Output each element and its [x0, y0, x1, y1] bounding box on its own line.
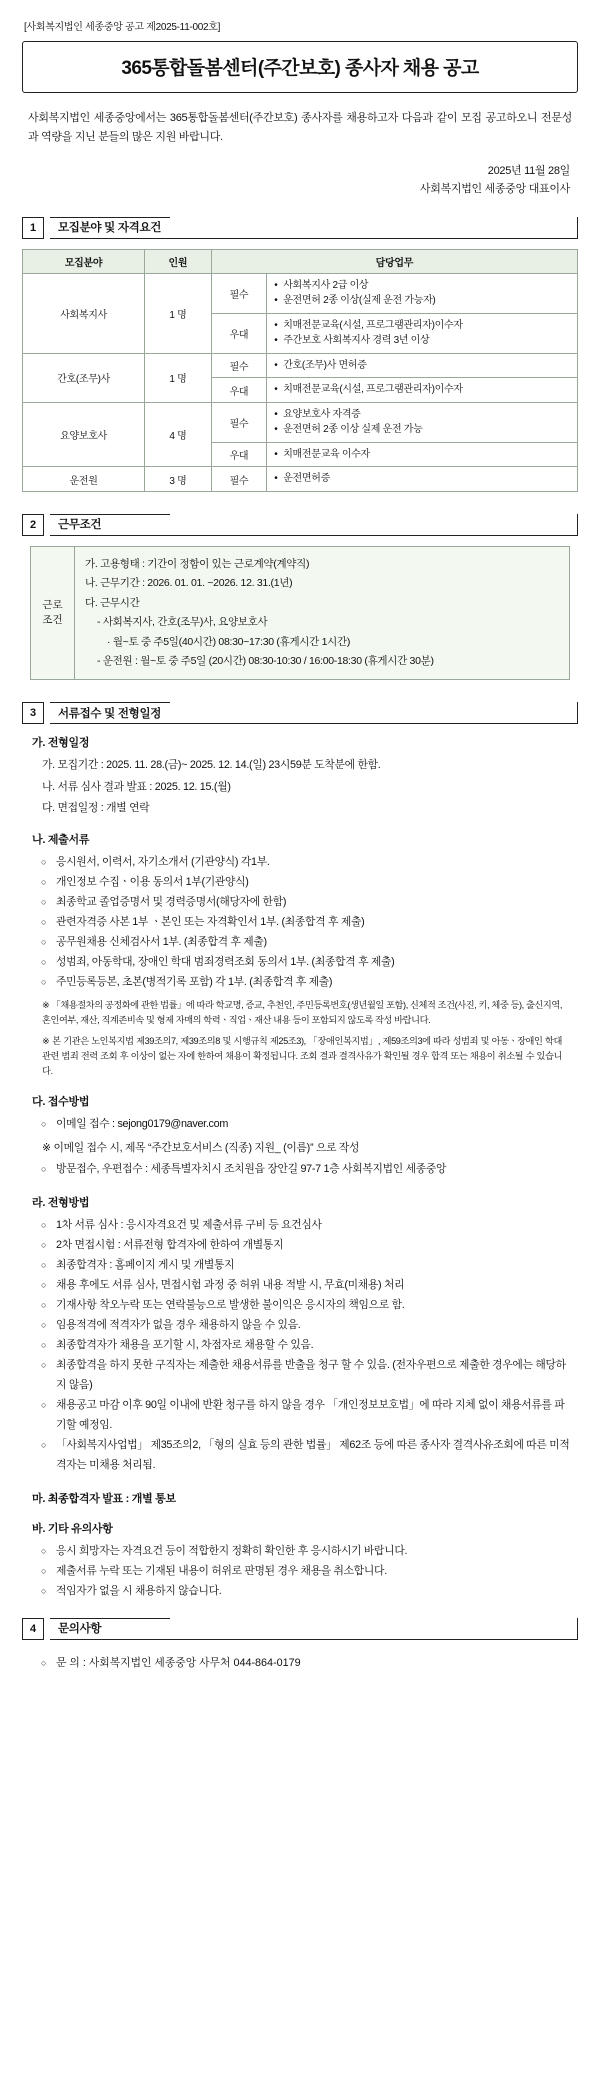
- col-field: 모집분야: [23, 249, 145, 273]
- duty-type: 우대: [211, 313, 267, 353]
- condition-sub-detail: · 월~토 중 주5일(40시간) 08:30~17:30 (휴게시간 1시간): [107, 635, 351, 648]
- work-conditions-box: [30, 546, 570, 681]
- duty-type: 필수: [211, 402, 267, 442]
- list-item: ○ 1차 서류 심사 : 응시자격요건 및 제출서류 구비 등 요건심사: [54, 1216, 572, 1236]
- duty-type: 필수: [211, 467, 267, 492]
- schedule-heading-a: 가. 전형일정: [32, 737, 90, 750]
- recruit-table: [22, 249, 578, 492]
- condition-line: 다. 근무시간: [85, 596, 140, 609]
- section-number-1: 1: [22, 217, 44, 239]
- duty-type: 우대: [211, 378, 267, 403]
- section-title-wrap-4: [50, 1618, 578, 1640]
- list-item: ○ 방문접수, 우편접수 : 세종특별자치시 조치원읍 장안길 97-7 1층 사회복지법인 세종중앙: [54, 1160, 572, 1180]
- submission-methods-list-2: [28, 1160, 572, 1180]
- duty-item: • 사회복지사 2급 이상: [283, 278, 572, 294]
- duty-items: [267, 442, 578, 467]
- duty-items: [267, 378, 578, 403]
- duty-item: • 요양보호사 자격증: [283, 407, 572, 423]
- list-item: ○ 관련자격증 사본 1부 ㆍ본인 또는 자격확인서 1부. (최종합격 후 제출): [54, 913, 572, 933]
- schedule-heading-b: 나. 제출서류: [32, 834, 90, 847]
- documents-list: [28, 853, 572, 993]
- list-item: ○ 최종합격을 하지 못한 구직자는 제출한 채용서류를 반출을 청구 할 수 있음. (전자우편으로 제출한 경우에는 해당하지 않음): [54, 1356, 572, 1396]
- list-item: ○ 이메일 접수 : sejong0179@naver.com: [54, 1115, 572, 1135]
- schedule-heading-f: 바. 기타 유의사항: [32, 1523, 113, 1536]
- condition-sub-line: - 운전원 : 월~토 중 주5일 (20시간) 08:30-10:30 / 16:00-18:30 (휴게시간 30분): [97, 654, 434, 667]
- schedule-heading-e: 마. 최종합격자 발표 : 개별 통보: [32, 1493, 176, 1506]
- list-item: ○ 제출서류 누락 또는 기재된 내용이 허위로 판명된 경우 채용을 취소합니다.: [54, 1562, 572, 1582]
- table-header-row: [23, 249, 578, 273]
- field-name: 간호(조무)사: [23, 353, 145, 402]
- duty-item: • 운전면허 2종 이상(실제 운전 가능자): [283, 293, 572, 309]
- duty-items: [267, 273, 578, 313]
- duty-item: • 치매전문교육(시설, 프로그램관리자)이수자: [283, 382, 572, 398]
- duty-items: [267, 467, 578, 492]
- date-block: [22, 162, 570, 199]
- list-item: ○ 최종합격자가 채용을 포기할 시, 차점자로 채용할 수 있음.: [54, 1336, 572, 1356]
- condition-line: 나. 근무기간 : 2026. 01. 01. ~2026. 12. 31.(1년): [85, 577, 293, 590]
- table-row: [23, 467, 578, 492]
- section-number-4: 4: [22, 1618, 44, 1640]
- schedule-heading-c: 다. 접수방법: [32, 1096, 90, 1109]
- section-title-3: 서류접수 및 전형일정: [58, 707, 162, 720]
- schedule-a-item: 나. 서류 심사 결과 발표 : 2025. 12. 15.(월): [42, 780, 231, 793]
- table-row: [23, 402, 578, 442]
- section-number-3: 3: [22, 702, 44, 724]
- section-number-2: 2: [22, 514, 44, 536]
- work-conditions-label-line2: 조건: [42, 614, 63, 627]
- list-item: ○ 채용공고 마감 이후 90일 이내에 반환 청구를 하지 않을 경우 「개인정보보호법」에 따라 지체 없이 채용서류를 파기할 예정임.: [54, 1396, 572, 1436]
- duty-item: • 주간보호 사회복지사 경력 3년 이상: [283, 333, 572, 349]
- duty-item: • 치매전문교육(시설, 프로그램관리자)이수자: [283, 318, 572, 334]
- work-conditions-label-line1: 근로: [42, 599, 63, 612]
- contact-list: [28, 1654, 572, 1674]
- section-header-1: [22, 217, 578, 239]
- list-item: ○ 「사회복지사업법」 제35조의2, 「형의 실효 등의 관한 법률」 제62조 등에 따른 종사자 결격사유조회에 따른 미적격자는 미채용 처리됨.: [54, 1436, 572, 1476]
- duty-items: [267, 402, 578, 442]
- duty-items: [267, 313, 578, 353]
- issuer: 사회복지법인 세종중앙 대표이사: [419, 183, 570, 196]
- schedule-a-item: 다. 면접일정 : 개별 연락: [42, 802, 150, 815]
- field-count: 3 명: [145, 467, 212, 492]
- table-row: [23, 273, 578, 313]
- section-header-2: [22, 514, 578, 536]
- duty-type: 필수: [211, 353, 267, 378]
- selection-method-list: [28, 1216, 572, 1476]
- condition-line: 가. 고용형태 : 기간이 정함이 있는 근로계약(계약직): [85, 557, 310, 570]
- list-item: ○ 최종합격자 : 홈페이지 게시 및 개별통지: [54, 1256, 572, 1276]
- duty-type: 필수: [211, 273, 267, 313]
- section-title-2: 근무조건: [58, 519, 102, 532]
- field-name: 운전원: [23, 467, 145, 492]
- section-title-4: 문의사항: [58, 1623, 102, 1636]
- section-title-wrap-3: [50, 702, 578, 724]
- list-item: ○ 응시 희망자는 자격요건 등이 적합한지 정확히 확인한 후 응시하시기 바랍니다.: [54, 1542, 572, 1562]
- col-duty: 담당업무: [211, 249, 577, 273]
- submission-methods-list: [28, 1115, 572, 1135]
- work-conditions-body: [75, 547, 569, 680]
- list-item: ○ 최종학교 졸업증명서 및 경력증명서(해당자에 한함): [54, 893, 572, 913]
- section-title-1: 모집분야 및 자격요건: [58, 222, 162, 235]
- field-count: 1 명: [145, 273, 212, 353]
- field-count: 1 명: [145, 353, 212, 402]
- table-row: [23, 353, 578, 378]
- list-item: ○ 주민등록등본, 초본(병적기록 포함) 각 1부. (최종합격 후 제출): [54, 973, 572, 993]
- section-title-wrap-2: [50, 514, 578, 536]
- duty-item: • 운전면허 2종 이상 실제 운전 가능: [283, 422, 572, 438]
- duty-item: • 운전면허증: [283, 471, 572, 487]
- section-header-3: [22, 702, 578, 724]
- list-item: ○ 기재사항 착오누락 또는 연락불능으로 발생한 불이익은 응시자의 책임으로 함.: [54, 1296, 572, 1316]
- col-count: 인원: [145, 249, 212, 273]
- documents-note-1: ※ 「채용절차의 공정화에 관한 법률」에 따라 학교명, 증교, 추천인, 주민등록번호(생년월일 포함), 신체적 조건(사진, 키, 체중 등), 출신지역, 혼인여부, 재산, 직계존비속 및 형제 자매의 학력ㆍ직업ㆍ재산 내용 등이 포함되지 않도록 작성 바랍니다.: [42, 1000, 562, 1026]
- schedule-a-item: 가. 모집기간 : 2025. 11. 28.(금)~ 2025. 12. 14.(일) 23시59분 도착분에 한함.: [42, 759, 381, 772]
- issue-date: 2025년 11월 28일: [487, 164, 570, 177]
- list-item: ○ 임용적격에 적격자가 없을 경우 채용하지 않을 수 있음.: [54, 1316, 572, 1336]
- list-item: ○ 채용 후에도 서류 심사, 면접시험 과정 중 허위 내용 적발 시, 무효(미채용) 처리: [54, 1276, 572, 1296]
- duty-type: 우대: [211, 442, 267, 467]
- field-count: 4 명: [145, 402, 212, 467]
- page-title: 365통합돌봄센터(주간보호) 종사자 채용 공고: [121, 58, 479, 79]
- section-header-4: [22, 1618, 578, 1640]
- list-item: ○ 2차 면접시험 : 서류전형 합격자에 한하여 개별통지: [54, 1236, 572, 1256]
- duty-item: • 치매전문교육 이수자: [283, 447, 572, 463]
- document-number: [사회복지법인 세종중앙 공고 제2025-11-002호]: [24, 22, 221, 33]
- condition-sub-line: - 사회복지사, 간호(조무)사, 요양보호사: [97, 616, 268, 629]
- field-name: 사회복지사: [23, 273, 145, 353]
- schedule-heading-d: 라. 전형방법: [32, 1197, 90, 1210]
- duty-items: [267, 353, 578, 378]
- documents-note-2: ※ 본 기관은 노인복지법 제39조의7, 제39조의8 및 시행규칙 제25조3), 「장애인복지법」, 제59조의3에 따라 성범죄 및 아동ㆍ장애인 학대 관련 범죄 전력 조회 후 이상이 없는 자에 한하여 채용이 확정됩니다. 조회 결과 결격사유가 확인될 경우 합격 또는 채용이 취소될 수 있습니다.: [42, 1035, 562, 1076]
- notice-list: [28, 1542, 572, 1602]
- schedule-section: [22, 734, 578, 1602]
- list-item: ○ 응시원서, 이력서, 자기소개서 (기관양식) 각1부.: [54, 853, 572, 873]
- contact-section: [22, 1650, 578, 1674]
- intro-paragraph: 사회복지법인 세종중앙에서는 365통합돌봄센터(주간보호) 종사자를 채용하고자 다음과 같이 모집 공고하오니 전문성과 역량을 지닌 분들의 많은 지원 바랍니다.: [28, 112, 572, 144]
- list-item: ○ 적임자가 없을 시 채용하지 않습니다.: [54, 1582, 572, 1602]
- list-item: ○ 문 의 : 사회복지법인 세종중앙 사무처 044-864-0179: [54, 1654, 572, 1674]
- field-name: 요양보호사: [23, 402, 145, 467]
- list-item: ○ 공무원채용 신체검사서 1부. (최종합격 후 제출): [54, 933, 572, 953]
- list-item: ○ 성범죄, 아동학대, 장애인 학대 범죄경력조회 동의서 1부. (최종합격 후 제출): [54, 953, 572, 973]
- section-title-wrap-1: [50, 217, 578, 239]
- work-conditions-label: [31, 547, 75, 680]
- email-subject-note: ※ 이메일 접수 시, 제목 “주간보호서비스 (직종) 지원_ (이름)” 으로 작성: [42, 1142, 360, 1155]
- title-box: [22, 41, 578, 93]
- list-item: ○ 개인정보 수집ㆍ이용 동의서 1부(기관양식): [54, 873, 572, 893]
- duty-item: • 간호(조무)사 면허증: [283, 358, 572, 374]
